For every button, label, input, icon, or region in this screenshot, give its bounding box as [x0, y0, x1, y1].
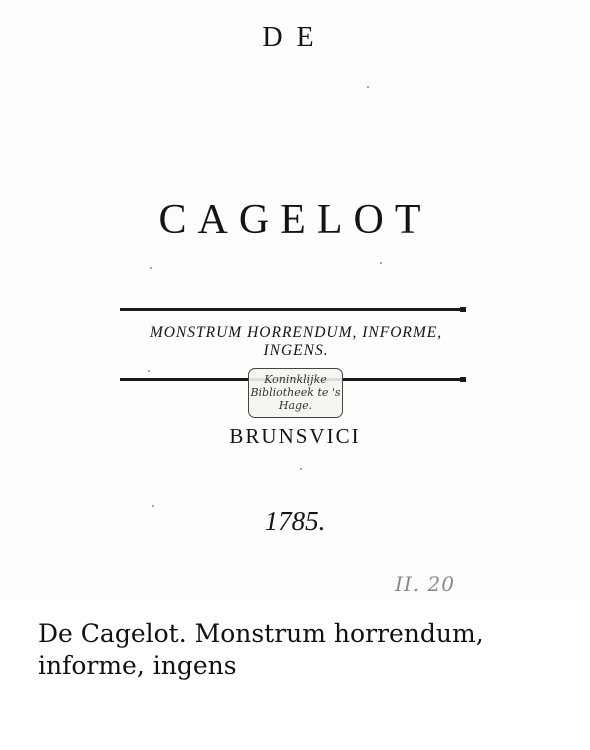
paper-speck: [300, 468, 302, 470]
motto-line-1: MONSTRUM HORRENDUM, INFORME,: [149, 324, 443, 341]
paper-speck: [152, 505, 154, 507]
caption: De Cagelot. Monstrum horrendum, informe, ingens: [38, 619, 484, 680]
paper-speck: [380, 262, 382, 264]
imprint-year: 1785.: [264, 506, 326, 536]
paper-speck: [148, 370, 150, 372]
imprint-place: BRUNSVICI: [229, 424, 361, 448]
shelfmark: II. 20: [395, 572, 455, 596]
title-main: CAGELOT: [158, 197, 432, 243]
paper-speck: [150, 267, 152, 269]
motto-line-2: INGENS.: [263, 342, 329, 359]
title-de: DE: [262, 22, 328, 53]
top-rule: [120, 308, 464, 311]
library-stamp: Koninklijke Bibliotheek te 's Hage.: [248, 368, 343, 418]
paper-speck: [367, 86, 369, 88]
motto: [116, 324, 476, 360]
